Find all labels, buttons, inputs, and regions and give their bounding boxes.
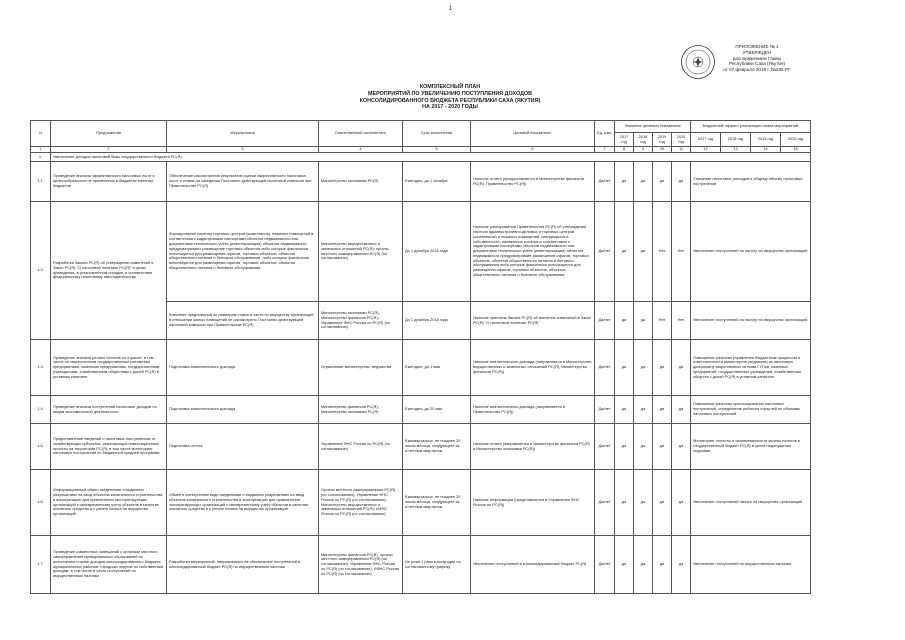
cell-value: да bbox=[634, 162, 653, 202]
table-row bbox=[31, 396, 811, 424]
column-number: 6 bbox=[471, 147, 595, 153]
cell-proposal: Предоставление сведений о налоговых поступлениях от хозяйствующих субъектов, реализующих инвестиционные проекты на территории РС(Я), в том числе мониторинг налоговых поступлений по бюджетной средней программе bbox=[51, 424, 167, 470]
cell-value: да bbox=[615, 162, 634, 202]
cell-proposal: Информационный обмен сведениями о выданных разрешениях на ввод объектов капитального строительства в эксплуатацию для привлечения эксплуатирующих организаций к своевременному учету объектов в качестве основного средства и к уплате налога на имущество организаций bbox=[51, 470, 167, 536]
official-seal bbox=[680, 44, 716, 80]
column-number: 1 bbox=[31, 147, 51, 153]
cell-target: Наличие отчета (направляется в Министерство финансов РС(Я) и Министерство экономики РС(Я)) bbox=[471, 424, 595, 470]
cell-value: да bbox=[653, 162, 672, 202]
cell-measure: Формирование перечня торговых центров (комплексов), нежилых помещений в соответствии с кадастровыми паспортами объектов недвижимости или документами технического учета (инвентаризации) объектов недвижимости предусматривают размещение торговых объектов либо которые фактически используются для размещения офисов, торговых объектов, объектов общественного питания и бытового обслуживания, либо которые фактически используются для размещения офисов, торговых объектов, объектов общественного питания и бытового обслуживания bbox=[167, 202, 319, 302]
column-number: 10 bbox=[653, 147, 672, 153]
year-header: 2017 год bbox=[691, 133, 721, 147]
cell-executor: Управление ФНС России по РС(Я) (по согласованию) bbox=[319, 424, 403, 470]
cell-deadline: Не реже 1 раза в полугодие по согласованному графику bbox=[403, 536, 471, 594]
cell-value: Нет bbox=[653, 202, 672, 302]
column-number: 8 bbox=[615, 147, 634, 153]
appendix-line: распоряжением Главы bbox=[732, 55, 782, 61]
cell-executor: Министерство экономики РС(Я) bbox=[319, 162, 403, 202]
column-number: 12 bbox=[691, 147, 721, 153]
cell-value: да bbox=[634, 470, 653, 536]
year-header: 2020 год bbox=[781, 133, 811, 147]
row-num: 1.3. bbox=[31, 340, 51, 396]
cell-proposal: Разработка Закона РС(Я) об утверждении изменений в Закон РС(Я) "О налоговой политике РС(Я)" в целях приведения, в установленном порядке, в соответствие федеральному налоговому законодательству bbox=[51, 202, 167, 340]
cell-measure: Внесение предложений по размерам ставок в части по имуществу организаций в отношении жилых помещений не рассмотрено Постоянно действующей налоговой комиссии при Правительстве РС(Я) bbox=[167, 302, 319, 340]
header-row bbox=[31, 121, 811, 133]
cell-value: да bbox=[615, 424, 634, 470]
cell-value: да bbox=[634, 396, 653, 424]
cell-value: да bbox=[615, 202, 634, 302]
document-title bbox=[280, 84, 620, 111]
cell-executor: Министерство имущественных и земельных отношений РС(Я); органы местного самоуправления РС(Я) (по согласованию) bbox=[319, 202, 403, 302]
row-num: 1.4. bbox=[31, 396, 51, 424]
year-header: 2019 год bbox=[653, 133, 672, 147]
column-number: 4 bbox=[319, 147, 403, 153]
cell-effect: Увеличение поступлений по имущественным налогам bbox=[691, 536, 811, 594]
cell-target: Наличие информации (представляется в Управление ФНС России по РС(Я)) bbox=[471, 470, 595, 536]
cell-value: да bbox=[653, 536, 672, 594]
plan-table bbox=[30, 120, 811, 594]
cell-value: да bbox=[615, 340, 634, 396]
cell-value: да bbox=[634, 340, 653, 396]
section-title: Увеличение доходов налоговой базы государственного бюджета РС(Я) bbox=[51, 153, 811, 162]
col-header-deadline: Срок исполнения bbox=[403, 121, 471, 147]
column-number: 7 bbox=[595, 147, 615, 153]
table-row bbox=[31, 202, 811, 302]
cell-value: да bbox=[672, 470, 691, 536]
cell-value: да bbox=[615, 536, 634, 594]
col-header-proposal: Предложения bbox=[51, 121, 167, 147]
cell-measure: Разработка мероприятий, направленных на обеспечение поступлений в консолидированный бюджет РС(Я) по имущественным налогам bbox=[167, 536, 319, 594]
table-row bbox=[31, 424, 811, 470]
column-number: 14 bbox=[751, 147, 781, 153]
table-row bbox=[31, 470, 811, 536]
cell-executor: Министерство финансов РС(Я), органы местного самоуправления РС(Я) (по согласованию), Управление ФНС России по РС(Я) (по согласованию), ИФНС России по РС(Я) (по согласованию) bbox=[319, 536, 403, 594]
column-number: 3 bbox=[167, 147, 319, 153]
cell-target: Наличие принятия Закона РС(Я) об внесении изменений в Закон РС(Я) "О налоговой политике РС(Я)" bbox=[471, 302, 595, 340]
col-header-num: N bbox=[31, 121, 51, 147]
cell-measure: Обеспечение рассмотрения результатов оценки эффективности налоговых льгот и ставок на заседании Постоянно действующей налоговой комиссии при Правительстве РС(Я) bbox=[167, 162, 319, 202]
appendix-line: ПРИЛОЖЕНИЕ № 1 bbox=[735, 44, 779, 49]
cell-value: да bbox=[653, 424, 672, 470]
cell-proposal: Проведение совместных совещаний с органами местного самоуправления муниципальных образований по исполнению планов доходов консолидированного бюджета муниципальных районов, городских округов по собственным доходам, в том числе в части поступлений по имущественным налогам bbox=[51, 536, 167, 594]
cell-value: да bbox=[634, 536, 653, 594]
cell-value: да bbox=[615, 396, 634, 424]
cell-target: Увеличение поступлений в консолидированный бюджет РС(Я) bbox=[471, 536, 595, 594]
column-number: 5 bbox=[403, 147, 471, 153]
cell-value: да bbox=[634, 202, 653, 302]
year-header: 2017 год bbox=[615, 133, 634, 147]
col-header-measure: Мероприятия bbox=[167, 121, 319, 147]
title-line: НА 2017 - 2020 ГОДЫ bbox=[422, 104, 478, 111]
title-line: МЕРОПРИЯТИЙ ПО УВЕЛИЧЕНИЮ ПОСТУПЛЕНИЯ ДОХОДОВ bbox=[367, 90, 533, 97]
cell-unit: Да/нет bbox=[595, 302, 615, 340]
cell-effect: Снижение налоговых расходов к общему объему налоговых поступлений bbox=[691, 162, 811, 202]
appendix-note bbox=[722, 44, 792, 73]
table-row bbox=[31, 340, 811, 396]
year-header: 2018 год bbox=[721, 133, 751, 147]
table-row bbox=[31, 536, 811, 594]
cell-effect: Повышение качества управления бюджетным процессом и ответственности министерств (ведомств) за налоговую дисциплину закрепленных за ними ГУПов, казенных предприятий, государственных учреждений, хозяйственных обществ с долей РС(Я) в уставном капитале bbox=[691, 340, 811, 396]
cell-deadline: Ежеквартально, не позднее 20 числа месяца, следующего за отчетным кварталом bbox=[403, 470, 471, 536]
title-line: КОМПЛЕКСНЫЙ ПЛАН bbox=[419, 84, 481, 90]
cell-value: да bbox=[615, 302, 634, 340]
cell-value: да bbox=[672, 536, 691, 594]
cell-target: Наличие аналитического доклада (направляется в Министерство имущественных и земельных отношений РС(Я), Министерство финансов РС(Я)) bbox=[471, 340, 595, 396]
cell-value: да bbox=[653, 396, 672, 424]
section-row bbox=[31, 153, 811, 162]
appendix-line: УТВЕРЖДЕН bbox=[742, 49, 772, 55]
cell-unit: Да/нет bbox=[595, 396, 615, 424]
row-num: 1.5. bbox=[31, 424, 51, 470]
cell-value: да bbox=[634, 424, 653, 470]
col-header-executor: Ответственный исполнитель bbox=[319, 121, 403, 147]
cell-deadline: Ежегодно, до 1 мая bbox=[403, 340, 471, 396]
cell-target: Наличие отчета (предоставляется в Министерство финансов РС(Я), Правительство РС(Я)) bbox=[471, 162, 595, 202]
row-num: 1.7. bbox=[31, 536, 51, 594]
table-row bbox=[31, 162, 811, 202]
cell-value: Нет bbox=[653, 302, 672, 340]
cell-effect: Мониторинг полноты и своевременности уплаты налогов в государственный бюджет РС(Я) в целях недопущения недоимки bbox=[691, 424, 811, 470]
cell-deadline: Ежегодно, до 1 октября bbox=[403, 162, 471, 202]
cell-value: да bbox=[672, 340, 691, 396]
cell-executor: Министерство экономики РС(Я), Министерство финансов РС(Я), Управление ФНС России по РС(Я) (по согласованию) bbox=[319, 302, 403, 340]
cell-value: Нет bbox=[672, 202, 691, 302]
col-header-budget-effect: Бюджетный эффект реализации плана мероприятий bbox=[691, 121, 811, 133]
cell-deadline: Ежегодно, до 20 мая bbox=[403, 396, 471, 424]
cell-value: да bbox=[672, 396, 691, 424]
cell-executor: Органы местного самоуправления РС(Я) (по согласованию); Управление ФНС России по РС(Я) (по согласованию); Министерство имущественных и земельных отношений РС(Я); ИФНС России по РС(Я) (по согласованию) bbox=[319, 470, 403, 536]
cell-value: да bbox=[615, 470, 634, 536]
cell-measure: Подготовка отчета bbox=[167, 424, 319, 470]
year-header: 2020 год bbox=[672, 133, 691, 147]
row-num: 1.2. bbox=[31, 202, 51, 340]
cell-value: да bbox=[672, 162, 691, 202]
column-number: 15 bbox=[781, 147, 811, 153]
cell-deadline: До 1 декабря 2018 года bbox=[403, 202, 471, 302]
cell-unit: Да/нет bbox=[595, 424, 615, 470]
cell-effect: Увеличение поступлений налога на имущество организаций bbox=[691, 470, 811, 536]
cell-value: да bbox=[653, 340, 672, 396]
row-num: 1.1. bbox=[31, 162, 51, 202]
cell-value: да bbox=[634, 302, 653, 340]
cell-unit: Да/нет bbox=[595, 162, 615, 202]
row-num: 1.6. bbox=[31, 470, 51, 536]
cell-value: Нет bbox=[672, 302, 691, 340]
col-header-target: Целевой показатель* bbox=[471, 121, 595, 147]
year-header: 2019 год bbox=[751, 133, 781, 147]
page-number: 1 bbox=[449, 6, 453, 12]
col-header-unit: Ед. изм. bbox=[595, 121, 615, 147]
cell-proposal: Проведение анализа уплаты налогов по отрасли, в том числе по закрепленным государственным унитарным предприятиям, казенным предприятиям, государственным учреждениям, хозяйственным обществам с долей РС(Я) в уставном капитале bbox=[51, 340, 167, 396]
cell-value: да bbox=[653, 470, 672, 536]
cell-executor: Министерство финансов РС(Я); Министерство экономики РС(Я) bbox=[319, 396, 403, 424]
appendix-line: Республики Саха (Якутия) bbox=[729, 61, 785, 67]
cell-effect: Повышение качества прогнозирования налоговых поступлений, определение рейтинга отраслей по объемам налоговых поступлений bbox=[691, 396, 811, 424]
cell-executor: Отраслевые министерства, ведомства bbox=[319, 340, 403, 396]
column-number: 11 bbox=[672, 147, 691, 153]
cell-deadline: До 1 декабря 2018 года bbox=[403, 302, 471, 340]
cell-target: Наличие распоряжения Правительства РС(Я) об утверждении перечня административно-деловых и торговых центров (комплексов) и нежилых помещений, находящихся в собственности, назначение которых в соответствии с кадастровыми паспортами объектов недвижимости или документами технического учета (инвентаризации) объектов недвижимости предусматривает размещение офисов, торговых объектов, объектов общественного питания и бытового обслуживания либо которые фактически используются для размещения офисов, торговых объектов, объектов общественного питания и бытового обслуживания bbox=[471, 202, 595, 302]
appendix-line: от 07 февраля 2018 г. №285-РГ bbox=[723, 67, 791, 73]
cell-target: Наличие аналитического доклада (направляется в Правительство РС(Я)) bbox=[471, 396, 595, 424]
cell-measure: Подготовка аналитического доклада bbox=[167, 340, 319, 396]
cell-measure: Подготовка аналитического доклада bbox=[167, 396, 319, 424]
title-line: КОНСОЛИДИРОВАННОГО БЮДЖЕТА РЕСПУБЛИКИ САХА (ЯКУТИЯ) bbox=[359, 97, 541, 104]
cell-proposal: Проведение анализа поступлений налоговых доходов по видам экономической деятельности bbox=[51, 396, 167, 424]
year-header: 2018 год bbox=[634, 133, 653, 147]
col-header-target-values: Значение целевого показателя bbox=[615, 121, 691, 133]
cell-unit: Да/нет bbox=[595, 202, 615, 302]
cell-effect: Увеличение поступлений по налогу на имущество организаций bbox=[691, 202, 811, 302]
column-number: 9 bbox=[634, 147, 653, 153]
cell-value: да bbox=[672, 424, 691, 470]
cell-measure: Обмен в электронном виде сведениями о выданных разрешениях на ввод объектов капитального строительства в эксплуатацию для привлечения эксплуатирующих организаций к своевременному учету объектов в качестве основного средства и к уплате налога на имущество организаций bbox=[167, 470, 319, 536]
column-number: 13 bbox=[721, 147, 751, 153]
column-number: 2 bbox=[51, 147, 167, 153]
cell-unit: Да/нет bbox=[595, 470, 615, 536]
cell-proposal: Проведение анализа эффективности налоговых льгот и целесообразности их применения в бюджетах местных бюджетов bbox=[51, 162, 167, 202]
cell-unit: Да/нет bbox=[595, 340, 615, 396]
cell-effect: Увеличение поступлений по налогу на имущество организаций bbox=[691, 302, 811, 340]
cell-deadline: Ежеквартально, не позднее 20 числа месяца, следующего за отчетным кварталом bbox=[403, 424, 471, 470]
section-num: 1. bbox=[31, 153, 51, 162]
cell-unit: Да/нет bbox=[595, 536, 615, 594]
